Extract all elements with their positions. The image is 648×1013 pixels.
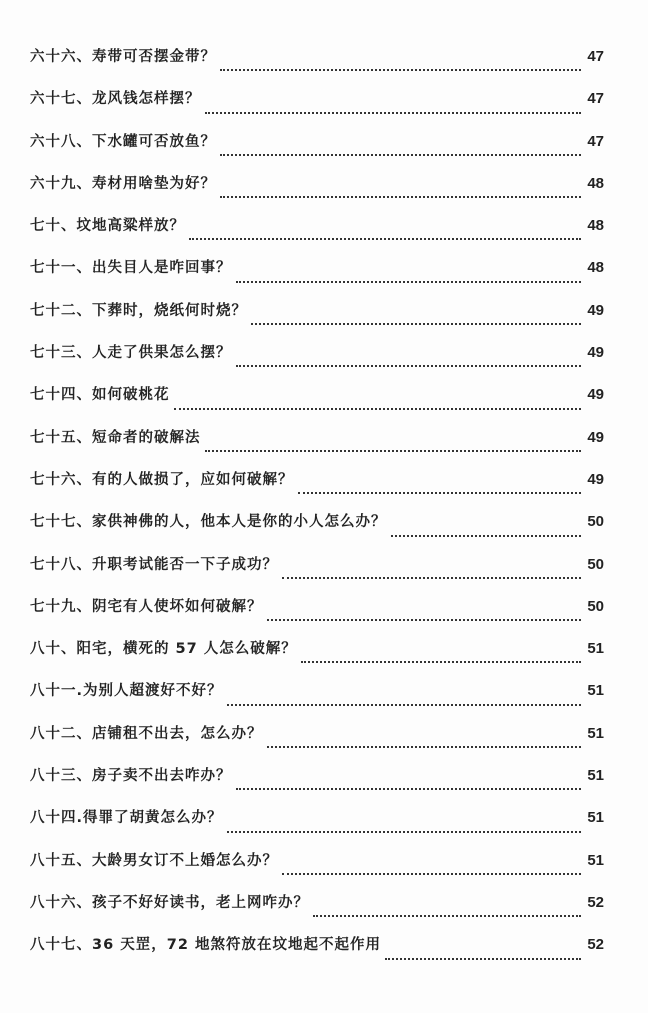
dot-leader: [298, 492, 582, 494]
toc-entry-title: 八十二、店铺租不出去，怎么办？: [30, 725, 263, 742]
toc-entry-title: 七十四、如何破桃花: [30, 387, 170, 404]
toc-entry[interactable]: [30, 595, 604, 637]
dot-leader: [236, 281, 582, 283]
toc-entry-page: 52: [587, 893, 604, 911]
toc-entry-page: 49: [587, 344, 604, 362]
toc-entry[interactable]: [30, 214, 604, 256]
toc-entry[interactable]: [30, 679, 604, 721]
toc-entry[interactable]: [30, 510, 604, 552]
toc-entry-page: 51: [587, 767, 604, 785]
toc-entry[interactable]: [30, 933, 604, 975]
toc-entry-title: 六十九、寿材用啥垫为好？: [30, 175, 216, 192]
toc-entry-page: 48: [587, 174, 604, 192]
dot-leader: [227, 704, 581, 706]
toc-entry-title: 六十六、寿带可否摆金带？: [30, 49, 216, 65]
toc-entry-title: 八十一.为别人超渡好不好？: [30, 683, 223, 700]
dot-leader: [301, 661, 581, 663]
dot-leader: [220, 196, 581, 198]
toc-entry-page: 49: [587, 301, 604, 319]
toc-entry-page: 51: [587, 851, 604, 869]
toc-entry[interactable]: [30, 341, 604, 383]
toc-entry-title: 七十七、家供神佛的人，他本人是你的小人怎么办？: [30, 514, 387, 531]
toc-entry[interactable]: [30, 553, 604, 595]
toc-entry-page: 51: [587, 809, 604, 827]
toc-entry[interactable]: [30, 87, 604, 129]
dot-leader: [174, 408, 582, 410]
toc-entry-title: 七十三、人走了供果怎么摆？: [30, 345, 232, 362]
toc-entry-page: 51: [587, 640, 604, 658]
toc-entry[interactable]: [30, 299, 604, 341]
toc-entry-title: 七十、坟地高粱样放？: [30, 218, 185, 235]
toc-entry-page: 49: [587, 470, 604, 488]
dot-leader: [220, 154, 581, 156]
toc-entry[interactable]: [30, 468, 604, 510]
toc-entry-title: 七十五、短命者的破解法: [30, 429, 201, 446]
dot-leader: [205, 112, 582, 114]
dot-leader: [385, 958, 581, 960]
dot-leader: [205, 450, 582, 452]
toc-entry-title: 八十四.得罪了胡黄怎么办？: [30, 810, 223, 827]
dot-leader: [282, 577, 581, 579]
toc-entry-title: 八十三、房子卖不出去咋办？: [30, 768, 232, 785]
dot-leader: [236, 788, 582, 790]
toc-entry[interactable]: [30, 722, 604, 764]
toc-entry[interactable]: [30, 172, 604, 214]
dot-leader: [236, 365, 582, 367]
toc-entry[interactable]: [30, 45, 604, 87]
dot-leader: [227, 831, 581, 833]
toc-entry[interactable]: [30, 637, 604, 679]
dot-leader: [391, 535, 582, 537]
toc-entry-page: 49: [587, 428, 604, 446]
toc-entry-page: 49: [587, 386, 604, 404]
dot-leader: [267, 619, 582, 621]
dot-leader: [313, 915, 581, 917]
toc-entry[interactable]: [30, 891, 604, 933]
toc-entry-title: 七十一、出失目人是咋回事？: [30, 260, 232, 277]
toc-entry-title: 七十九、阴宅有人使坏如何破解？: [30, 598, 263, 615]
toc-entry[interactable]: [30, 806, 604, 848]
toc-entry[interactable]: [30, 426, 604, 468]
toc-entry-page: 52: [587, 936, 604, 954]
toc-entry[interactable]: [30, 256, 604, 298]
toc-entry-page: 50: [587, 555, 604, 573]
toc-entry-page: 50: [587, 597, 604, 615]
toc-entry-title: 七十八、升职考试能否一下子成功？: [30, 556, 278, 573]
toc-entry-page: 47: [587, 48, 604, 65]
toc-entry[interactable]: [30, 383, 604, 425]
toc-entry[interactable]: [30, 130, 604, 172]
toc-entry-page: 48: [587, 259, 604, 277]
dot-leader: [282, 873, 581, 875]
toc-entry[interactable]: [30, 849, 604, 891]
dot-leader: [220, 69, 581, 71]
toc-entry-page: 47: [587, 132, 604, 150]
toc-entry[interactable]: [30, 764, 604, 806]
dot-leader: [189, 238, 581, 240]
toc-entry-page: 50: [587, 513, 604, 531]
toc-entry-title: 八十六、孩子不好好读书，老上网咋办？: [30, 894, 309, 911]
toc-entry-title: 八十、阳宅，横死的 57 人怎么破解？: [30, 641, 297, 658]
toc-entry-page: 48: [587, 217, 604, 235]
dot-leader: [251, 323, 581, 325]
toc-entry-title: 七十二、下葬时，烧纸何时烧？: [30, 302, 247, 319]
toc-entry-page: 51: [587, 682, 604, 700]
toc-entry-page: 47: [587, 90, 604, 108]
toc-entry-title: 六十七、龙风钱怎样摆？: [30, 91, 201, 108]
toc-entry-title: 八十五、大龄男女订不上婚怎么办？: [30, 852, 278, 869]
table-of-contents: [30, 45, 604, 976]
toc-entry-title: 八十七、36 天罡，72 地煞符放在坟地起不起作用: [30, 937, 381, 954]
toc-entry-title: 七十六、有的人做损了，应如何破解？: [30, 471, 294, 488]
dot-leader: [267, 746, 582, 748]
toc-entry-page: 51: [587, 724, 604, 742]
toc-entry-title: 六十八、下水罐可否放鱼？: [30, 133, 216, 150]
